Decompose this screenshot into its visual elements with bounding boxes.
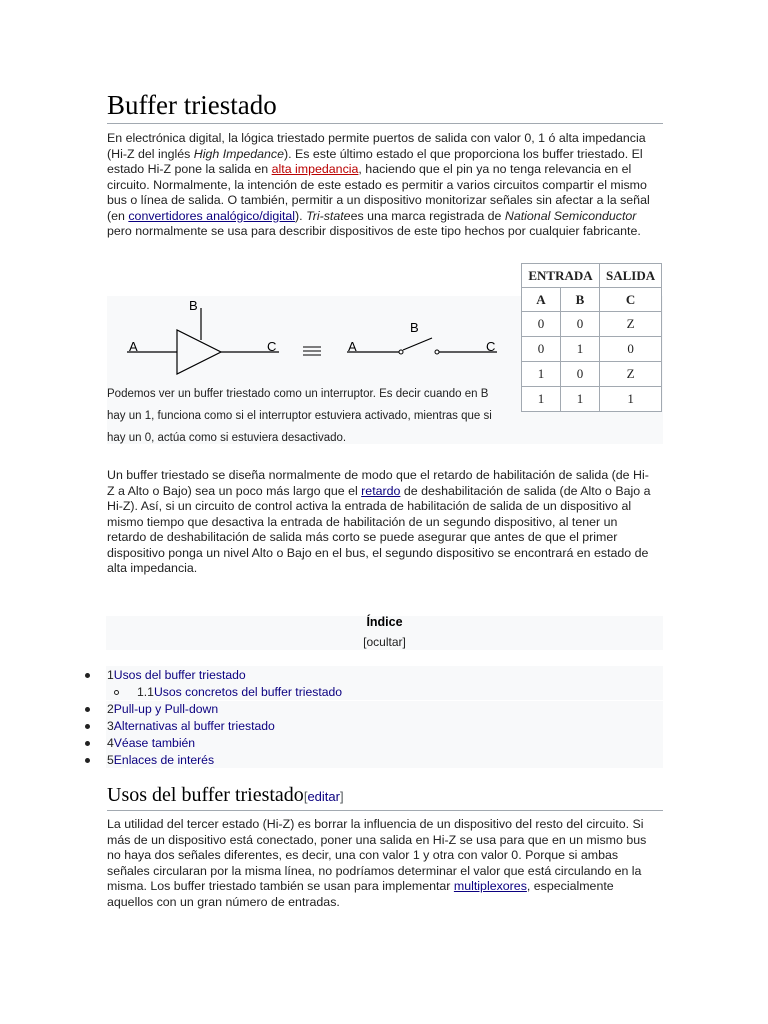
label-c-buffer: C — [267, 339, 277, 354]
intro-em-1: High Impedance — [193, 146, 284, 161]
table-cell: 1 — [522, 387, 561, 412]
section-heading-usos — [107, 783, 663, 811]
edit-bracket-open: [ — [303, 789, 308, 804]
table-subheader-row — [522, 288, 662, 312]
toc-link[interactable]: Enlaces de interés — [113, 753, 215, 767]
header-salida: SALIDA — [600, 264, 662, 288]
table-cell: 0 — [600, 337, 662, 362]
bullet-icon — [85, 724, 90, 729]
toc-number: 5 — [107, 753, 114, 767]
label-a-switch: A — [348, 339, 357, 354]
table-cell: 0 — [522, 312, 561, 337]
edit-link[interactable]: editar — [307, 789, 340, 804]
toc-number: 1 — [107, 668, 114, 682]
link-multiplexores[interactable]: multiplexores — [453, 879, 527, 893]
tristate-diagram — [107, 296, 507, 384]
toc-link[interactable]: Usos concretos del buffer triestado — [153, 685, 343, 699]
para2-text-2: de deshabilitación de salida (de Alto o Bajo a Hi-Z). Así, si un circuito de control activa la entrada de habilitación de salida de un dispositivo al mismo tiempo que desactiva la entrada de habilitación de un segundo dispositivo, al tener un retardo de deshabilitación de salida más corto se puede asegurar que antes de que el primer dispositivo ponga un nivel Alto o Bajo en el bus, el segundo dispositivo se encontrará en estado de alta impedancia. — [107, 483, 651, 575]
intro-text-4: ). — [295, 208, 307, 223]
section-title: Usos del buffer triestado — [107, 784, 304, 806]
table-cell: 1 — [600, 387, 662, 412]
label-c-switch: C — [486, 339, 496, 354]
toc-number: 3 — [107, 719, 114, 733]
table-cell: 1 — [522, 362, 561, 387]
toc-number: 1.1 — [137, 685, 154, 699]
link-retardo[interactable]: retardo — [361, 483, 401, 498]
edit-bracket-close: ] — [339, 789, 344, 804]
toc-item-3[interactable] — [107, 718, 275, 734]
intro-text-1: En electrónica digital, la lógica triestado permite puertos de salida con valor 0, 1 ó alta impedancia (Hi-Z del inglés — [107, 131, 646, 161]
buffer-triangle-icon — [177, 330, 221, 374]
intro-text-5: es una marca registrada de — [350, 208, 505, 223]
toc-number: 2 — [107, 702, 114, 716]
intro-text-6: pero normalmente se usa para describir dispositivos de este tipo hechos por cualquier fabricante. — [107, 224, 641, 238]
bullet-icon — [85, 758, 90, 763]
subheader-a: A — [522, 288, 561, 312]
table-row — [522, 362, 662, 387]
toc-item-5[interactable] — [107, 752, 214, 768]
table-cell: 0 — [522, 337, 561, 362]
subheader-c: C — [600, 288, 662, 312]
table-cell: Z — [600, 362, 662, 387]
table-row — [522, 387, 662, 412]
toc-link[interactable]: Alternativas al buffer triestado — [113, 719, 275, 733]
label-a-buffer: A — [129, 339, 138, 354]
table-cell: Z — [600, 312, 662, 337]
toc-hide-toggle[interactable]: [ocultar] — [363, 635, 406, 649]
section1-paragraph — [107, 817, 655, 910]
subheader-b: B — [561, 288, 600, 312]
truth-table — [521, 263, 662, 412]
edit-section — [304, 789, 344, 804]
intro-em-2: Tri-state — [306, 208, 351, 223]
table-row — [522, 312, 662, 337]
toc-item-1[interactable] — [107, 667, 246, 683]
switch-contact-left — [399, 350, 403, 354]
toc-item-2[interactable] — [107, 701, 218, 717]
table-row — [522, 337, 662, 362]
section1-text-1: La utilidad del tercer estado (Hi-Z) es borrar la influencia de un dispositivo del resto del circuito. Si más de un dispositivo está conectado, poner una salida en Hi-Z se usa para que en un mismo bus no haya dos señales diferentes, es decir, una con valor 1 y otra con valor 0. Porque si ambas señales circularan por la misma línea, no podríamos determinar el valor que está circulando en la misma. Los buffer triestado también se usan para implementar — [107, 817, 647, 893]
toc-link[interactable]: Véase también — [113, 736, 196, 750]
table-cell: 0 — [561, 312, 600, 337]
toc-title: Índice — [366, 615, 403, 629]
toc-item-1-1[interactable] — [137, 684, 342, 700]
bullet-icon — [85, 741, 90, 746]
sub-bullet-icon — [114, 690, 119, 695]
link-alta-impedancia[interactable]: alta impedancia — [271, 162, 359, 176]
bullet-icon — [85, 707, 90, 712]
table-cell: 1 — [561, 337, 600, 362]
table-cell: 1 — [561, 387, 600, 412]
intro-em-3: National Semiconductor — [504, 208, 637, 223]
page-title: Buffer triestado — [107, 88, 663, 124]
delay-paragraph — [107, 468, 655, 577]
table-cell: 0 — [561, 362, 600, 387]
label-b-switch: B — [410, 320, 419, 335]
link-convertidores[interactable]: convertidores analógico/digital — [128, 208, 296, 223]
toc-item-4[interactable] — [107, 735, 195, 751]
bullet-icon — [85, 673, 90, 678]
toc-link[interactable]: Pull-up y Pull-down — [113, 702, 219, 716]
section1-text-2: , especialmente aquellos con un gran número de entradas. — [107, 879, 614, 909]
intro-paragraph — [107, 131, 655, 240]
header-entrada: ENTRADA — [522, 264, 600, 288]
intro-text-2: ). Es este último estado el que proporciona los buffer triestado. El estado Hi-Z pone la salida en — [107, 146, 643, 176]
intro-text-3: , haciendo que el pin ya no tenga relevancia en el circuito. Normalmente, la intención de este estado es permitir a varios circuitos compartir el mismo bus o línea de salida. O también, permitir a un dispositivo monitorizar señales sin afectar a la señal (en — [107, 162, 650, 223]
toc-link[interactable]: Usos del buffer triestado — [113, 668, 246, 682]
table-header-row — [522, 264, 662, 288]
toc-number: 4 — [107, 736, 114, 750]
para2-text-1: Un buffer triestado se diseña normalmente de modo que el retardo de habilitación de salida (de Hi-Z a Alto o Bajo) sea un poco más largo que el — [107, 468, 649, 498]
label-b-buffer: B — [189, 298, 198, 313]
figure-caption: Podemos ver un buffer triestado como un interruptor. Es decir cuando en B hay un 1, funciona como si el interruptor estuviera activado, mientras que si hay un 0, actúa como si estuviera desactivado. — [107, 388, 492, 444]
equivalence-icon — [303, 347, 321, 355]
switch-lever-icon — [403, 338, 432, 350]
switch-contact-right — [435, 350, 439, 354]
